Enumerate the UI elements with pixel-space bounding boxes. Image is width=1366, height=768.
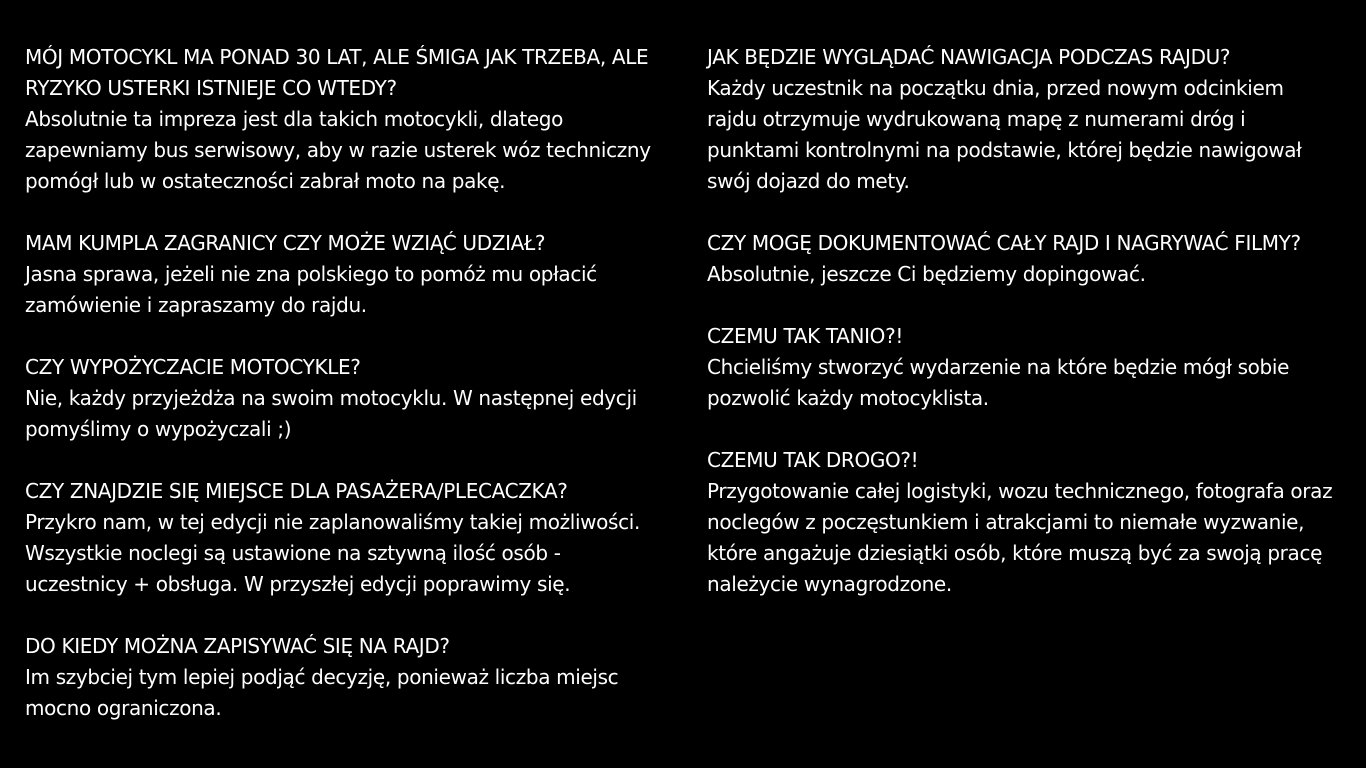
faq-item xyxy=(25,352,690,445)
faq-answer: Im szybciej tym lepiej podjąć decyzję, ponieważ liczba miejsc xyxy=(25,665,619,689)
faq-question: MÓJ MOTOCYKL MA PONAD 30 LAT, ALE ŚMIGA JAK TRZEBA, ALE xyxy=(25,45,649,69)
faq-answer: Chcieliśmy stworzyć wydarzenie na które będzie mógł sobie xyxy=(707,355,1290,379)
faq-answer: zamówienie i zapraszamy do rajdu. xyxy=(25,293,367,317)
faq-left-column xyxy=(25,42,690,755)
faq-item xyxy=(25,631,690,724)
faq-item xyxy=(707,228,1357,290)
faq-answer: rajdu otrzymuje wydrukowaną mapę z numerami dróg i xyxy=(707,107,1246,131)
faq-right-column xyxy=(707,42,1357,631)
faq-item xyxy=(707,445,1357,600)
faq-answer: zapewniamy bus serwisowy, aby w razie usterek wóz techniczny xyxy=(25,138,651,162)
faq-answer: Przygotowanie całej logistyki, wozu technicznego, fotografa oraz xyxy=(707,479,1333,503)
faq-answer: Każdy uczestnik na początku dnia, przed nowym odcinkiem xyxy=(707,76,1284,100)
faq-question: JAK BĘDZIE WYGLĄDAĆ NAWIGACJA PODCZAS RAJDU? xyxy=(707,45,1231,69)
faq-question: CZEMU TAK DROGO?! xyxy=(707,448,919,472)
faq-answer: Nie, każdy przyjeżdża na swoim motocyklu. W następnej edycji xyxy=(25,386,637,410)
faq-question: MAM KUMPLA ZAGRANICY CZY MOŻE WZIĄĆ UDZIAŁ? xyxy=(25,231,546,255)
faq-answer: należycie wynagrodzone. xyxy=(707,572,952,596)
faq-question: CZY WYPOŻYCZACIE MOTOCYKLE? xyxy=(25,355,361,379)
faq-answer: Przykro nam, w tej edycji nie zaplanowaliśmy takiej możliwości. xyxy=(25,510,640,534)
faq-answer: Absolutnie, jeszcze Ci będziemy dopingować. xyxy=(707,262,1146,286)
faq-question: DO KIEDY MOŻNA ZAPISYWAĆ SIĘ NA RAJD? xyxy=(25,634,450,658)
faq-item xyxy=(25,228,690,321)
faq-answer: które angażuje dziesiątki osób, które muszą być za swoją pracę xyxy=(707,541,1323,565)
faq-item xyxy=(25,42,690,197)
faq-answer: uczestnicy + obsługa. W przyszłej edycji poprawimy się. xyxy=(25,572,571,596)
faq-answer: Absolutnie ta impreza jest dla takich motocykli, dlatego xyxy=(25,107,564,131)
faq-item xyxy=(707,321,1357,414)
faq-question: CZY MOGĘ DOKUMENTOWAĆ CAŁY RAJD I NAGRYWAĆ FILMY? xyxy=(707,231,1301,255)
faq-answer: noclegów z poczęstunkiem i atrakcjami to niemałe wyzwanie, xyxy=(707,510,1305,534)
faq-answer: swój dojazd do mety. xyxy=(707,169,910,193)
faq-answer: Wszystkie noclegi są ustawione na sztywną ilość osób - xyxy=(25,541,561,565)
faq-answer: Jasna sprawa, jeżeli nie zna polskiego to pomóż mu opłacić xyxy=(25,262,597,286)
faq-answer: punktami kontrolnymi na podstawie, której będzie nawigował xyxy=(707,138,1302,162)
faq-answer: mocno ograniczona. xyxy=(25,696,222,720)
faq-answer: pomógł lub w ostateczności zabrał moto na pakę. xyxy=(25,169,506,193)
faq-question: CZEMU TAK TANIO?! xyxy=(707,324,904,348)
faq-item xyxy=(707,42,1357,197)
faq-item xyxy=(25,476,690,600)
faq-question: RYZYKO USTERKI ISTNIEJE CO WTEDY? xyxy=(25,76,397,100)
faq-answer: pozwolić każdy motocyklista. xyxy=(707,386,989,410)
faq-answer: pomyślimy o wypożyczali ;) xyxy=(25,417,292,441)
faq-question: CZY ZNAJDZIE SIĘ MIEJSCE DLA PASAŻERA/PLECACZKA? xyxy=(25,479,568,503)
